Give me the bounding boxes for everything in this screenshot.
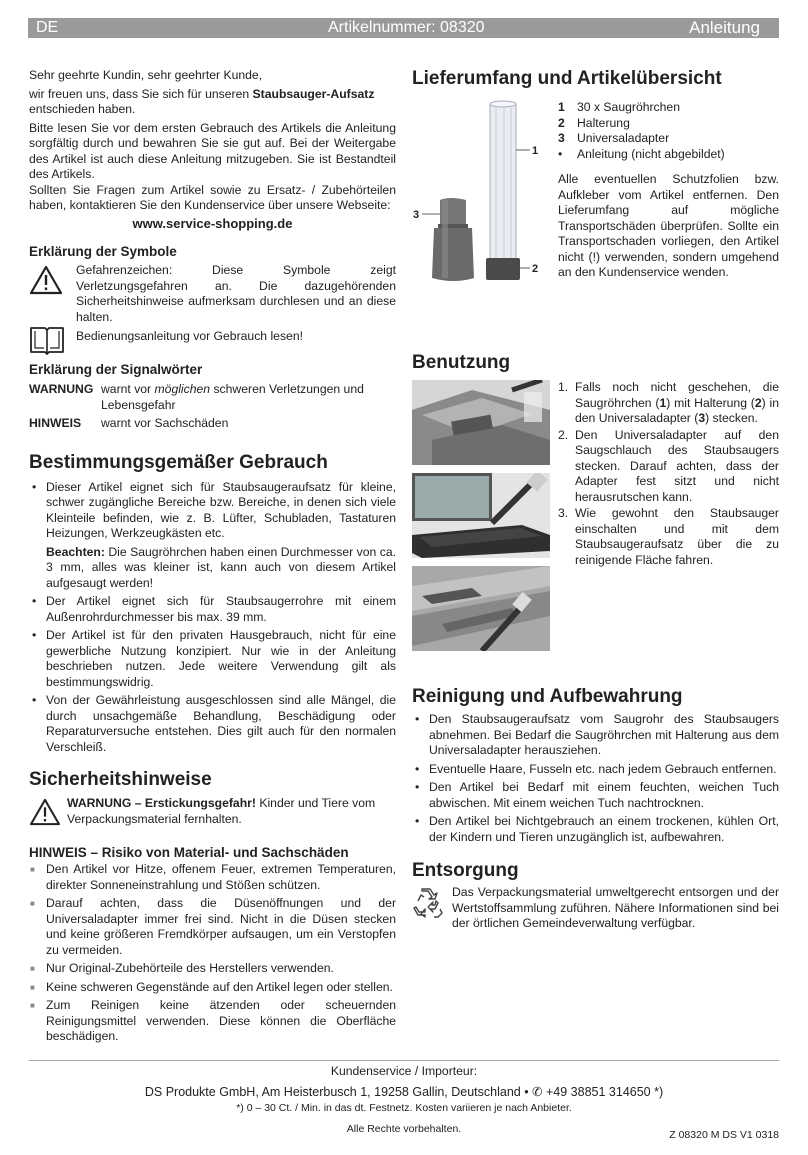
use-steps [558,380,779,569]
warning-triangle-icon [29,798,61,826]
website-link[interactable]: www.service-shopping.de [132,215,293,231]
intro-thanks: wir freuen uns, dass Sie sich für unseren Staubsauger-Aufsatz entschieden haben. [29,86,375,116]
usage-list [29,480,396,756]
warning-triangle-icon [29,265,63,295]
list-item: • Den Artikel bei Nichtgebrauch an einem trockenen, kühlen Ort, der Kindern und Tieren unzugänglich ist, aufbewahren. [412,814,779,845]
footer-address: DS Produkte GmbH, Am Heisterbusch 1, 19258 Gallin, Deutschland • ✆ +49 38851 314650 *) [144,1084,664,1099]
language-label: DE [36,19,59,36]
scope-list [558,100,779,162]
list-item: 1. Falls noch nicht geschehen, die Saugröhrchen (1) mit Halterung (2) in den Universaladapter (3) stecken. [558,380,779,425]
keyboard-photo [412,473,550,558]
disposal-heading: Entsorgung [412,860,519,881]
cleaning-heading: Reinigung und Aufbewahrung [412,686,683,707]
list-item: ■ Den Artikel vor Hitze, offenem Feuer, extremen Temperaturen, direkter Sonneneinstrahlung und Stößen schützen. [29,862,396,893]
list-item: • Anleitung (nicht abgebildet) [558,146,725,161]
left-column [29,68,396,1048]
callout-3: 3 [413,209,420,221]
footer [29,1060,779,1141]
document-code: Z 08320 M DS V1 0318 [669,1129,779,1141]
signal-warnung-row: WARNUNG warnt vor möglichen schweren Verletzungen und Lebensgefahr [29,382,364,412]
list-item: ■ Zum Reinigen keine ätzenden oder scheuernden Reinigungsmittel verwenden. Diese können die Oberfläche beschädigen. [29,998,396,1045]
signal-words-heading: Erklärung der Signalwörter [29,362,203,377]
right-column [412,68,779,932]
scope-text-block [558,100,779,281]
toolbox-photo [412,380,550,465]
document-type: Anleitung [689,18,760,37]
footer-service-label: Kundenservice / Importeur: [330,1064,478,1078]
use-section [412,380,779,672]
cleaning-list [412,712,779,845]
scope-section [412,100,779,308]
manual-book-icon [29,325,65,355]
list-item: • Dieser Artikel eignet sich für Staubsaugeraufsatz für kleine, schwer zugängliche Bereiche bzw. Bereiche, in denen sich viele Kleinteile befinden, wie z. B. Lüfter, Schubladen, Tastaturen Heizungen, Werkzeugkästen etc. Beachten: Die Saugröhrchen haben einen Durchmesser von ca. 3 mm, alles was kleiner ist, kann auch von diesem Artikel aufgesaugt werden! [29,480,396,592]
warning-symbol-row: Gefahrenzeichen: Diese Symbole zeigt Verletzungsgefahren an. Die dazugehörenden Sicherheitshinweise aufmerksam durchlesen und an diese halten. [29,263,396,321]
scope-paragraph: Alle eventuellen Schutzfolien bzw. Aufkleber vom Artikel entfernen. Den Lieferumfang auf mögliche Transportschäden überprüfen. Sollte ein Transportschaden vorliegen, den Artikel nicht (!) verwenden, sondern umgehend an den Kundenservice wenden. [558,172,779,279]
list-item: ■ Darauf achten, dass die Düsenöffnungen und der Universaladapter immer frei sind. Nicht in die Düsen stecken und keine größeren Fremdkörper aufsaugen, um ein Verstopfen zu vermeiden. [29,896,396,958]
header-bar [28,18,779,38]
usage-note: Beachten: Die Saugröhrchen haben einen Durchmesser von ca. 3 mm, alles was kleiner ist, kann auch von diesem Artikel aufgesaugt werden! [46,544,396,590]
callout-1: 1 [532,145,539,157]
product-overview-image [412,100,547,285]
signal-hinweis-row: HINWEIS warnt vor Sachschäden [29,416,229,430]
list-item: • Eventuelle Haare, Fusseln etc. nach jedem Gebrauch entfernen. [412,762,779,778]
safety-warning: WARNUNG – Erstickungsgefahr! Kinder und Tiere vom Verpackungsmaterial fernhalten. [29,796,396,830]
scope-heading: Lieferumfang und Artikelübersicht [412,68,722,89]
callout-2: 2 [532,263,539,275]
list-item: ■ Nur Original-Zubehörteile des Herstellers verwenden. [29,961,396,977]
symbols-heading: Erklärung der Symbole [29,244,177,259]
use-heading: Benutzung [412,352,511,373]
list-item: • Den Staubsaugeraufsatz vom Saugrohr des Staubsaugers abnehmen. Bei Bedarf die Saugröhrchen mit Halterung aus dem Universaladapter herausziehen. [412,712,779,759]
list-item: 2. Den Universaladapter auf den Saugschlauch des Staubsaugers stecken. Darauf achten, dass der Adapter fest sitzt und nicht herausrutschen kann. [558,427,779,504]
disposal-row: Das Verpackungsmaterial umweltgerecht entsorgen und der Wertstoffsammlung zuführen. Nähere Informationen sind bei der örtlichen Gemeindeverwaltung verfügbar. [412,885,779,932]
list-item: • Der Artikel ist für den privaten Hausgebrauch, nicht für eine gewerbliche Nutzung konzipiert. Nur wie in der Anleitung beschrieben nutzen. Jede weitere Verwendung gilt als bestimmungswidrig. [29,628,396,690]
list-item: • Den Artikel bei Bedarf mit einem feuchten, weichen Tuch abwischen. Mit einem weichen Tuch nachtrocknen. [412,780,779,811]
drawer-photo [412,566,550,651]
safety-list [29,862,396,1045]
list-item: 3 Universaladapter [558,131,670,145]
manual-symbol-row: Bedienungsanleitung vor Gebrauch lesen! [29,323,396,351]
safety-heading: Sicherheitshinweise [29,769,212,790]
list-item: • Der Artikel eignet sich für Staubsaugerrohre mit einem Außenrohrdurchmesser bis max. 39 mm. [29,594,396,625]
list-item: ■ Keine schweren Gegenstände auf den Artikel legen oder stellen. [29,980,396,996]
list-item: 3. Wie gewohnt den Staubsauger einschalten und mit dem Staubsaugeraufsatz über die zu reinigende Fläche fahren. [558,506,779,567]
list-item: 2 Halterung [558,115,630,130]
greeting: Sehr geehrte Kundin, sehr geehrter Kunde, [29,68,263,82]
list-item: 1 30 x Saugröhrchen [558,100,680,114]
footer-cost-note: *) 0 – 30 Ct. / Min. in das dt. Festnetz. Kosten variieren je nach Anbieter. [236,1102,572,1114]
recycle-icon [412,887,444,919]
intro-contact: Sollten Sie Fragen zum Artikel sowie zu Ersatz- / Zubehörteilen haben, kontaktieren Sie den Kundenservice über unsere Webseite: [29,182,396,212]
usage-heading: Bestimmungsgemäßer Gebrauch [29,451,328,473]
article-number: Artikelnummer: 08320 [328,19,485,36]
safety-hint-heading: HINWEIS – Risiko von Material- und Sachschäden [29,845,349,860]
intro-paragraph: Bitte lesen Sie vor dem ersten Gebrauch des Artikels die Anleitung sorgfältig durch und bewahren Sie sie gut auf. Bei der Weitergabe des Artikel ist auch diese Anleitung mitzugeben. Sie ist Bestandteil des Artikels. [29,120,396,181]
footer-rights: Alle Rechte vorbehalten. [346,1122,462,1135]
list-item: • Von der Gewährleistung ausgeschlossen sind alle Mängel, die durch unsachgemäße Behandlung, Beschädigung oder Reparaturversuche entstehen. Dies gilt auch für den normalen Verschleiß. [29,693,396,755]
